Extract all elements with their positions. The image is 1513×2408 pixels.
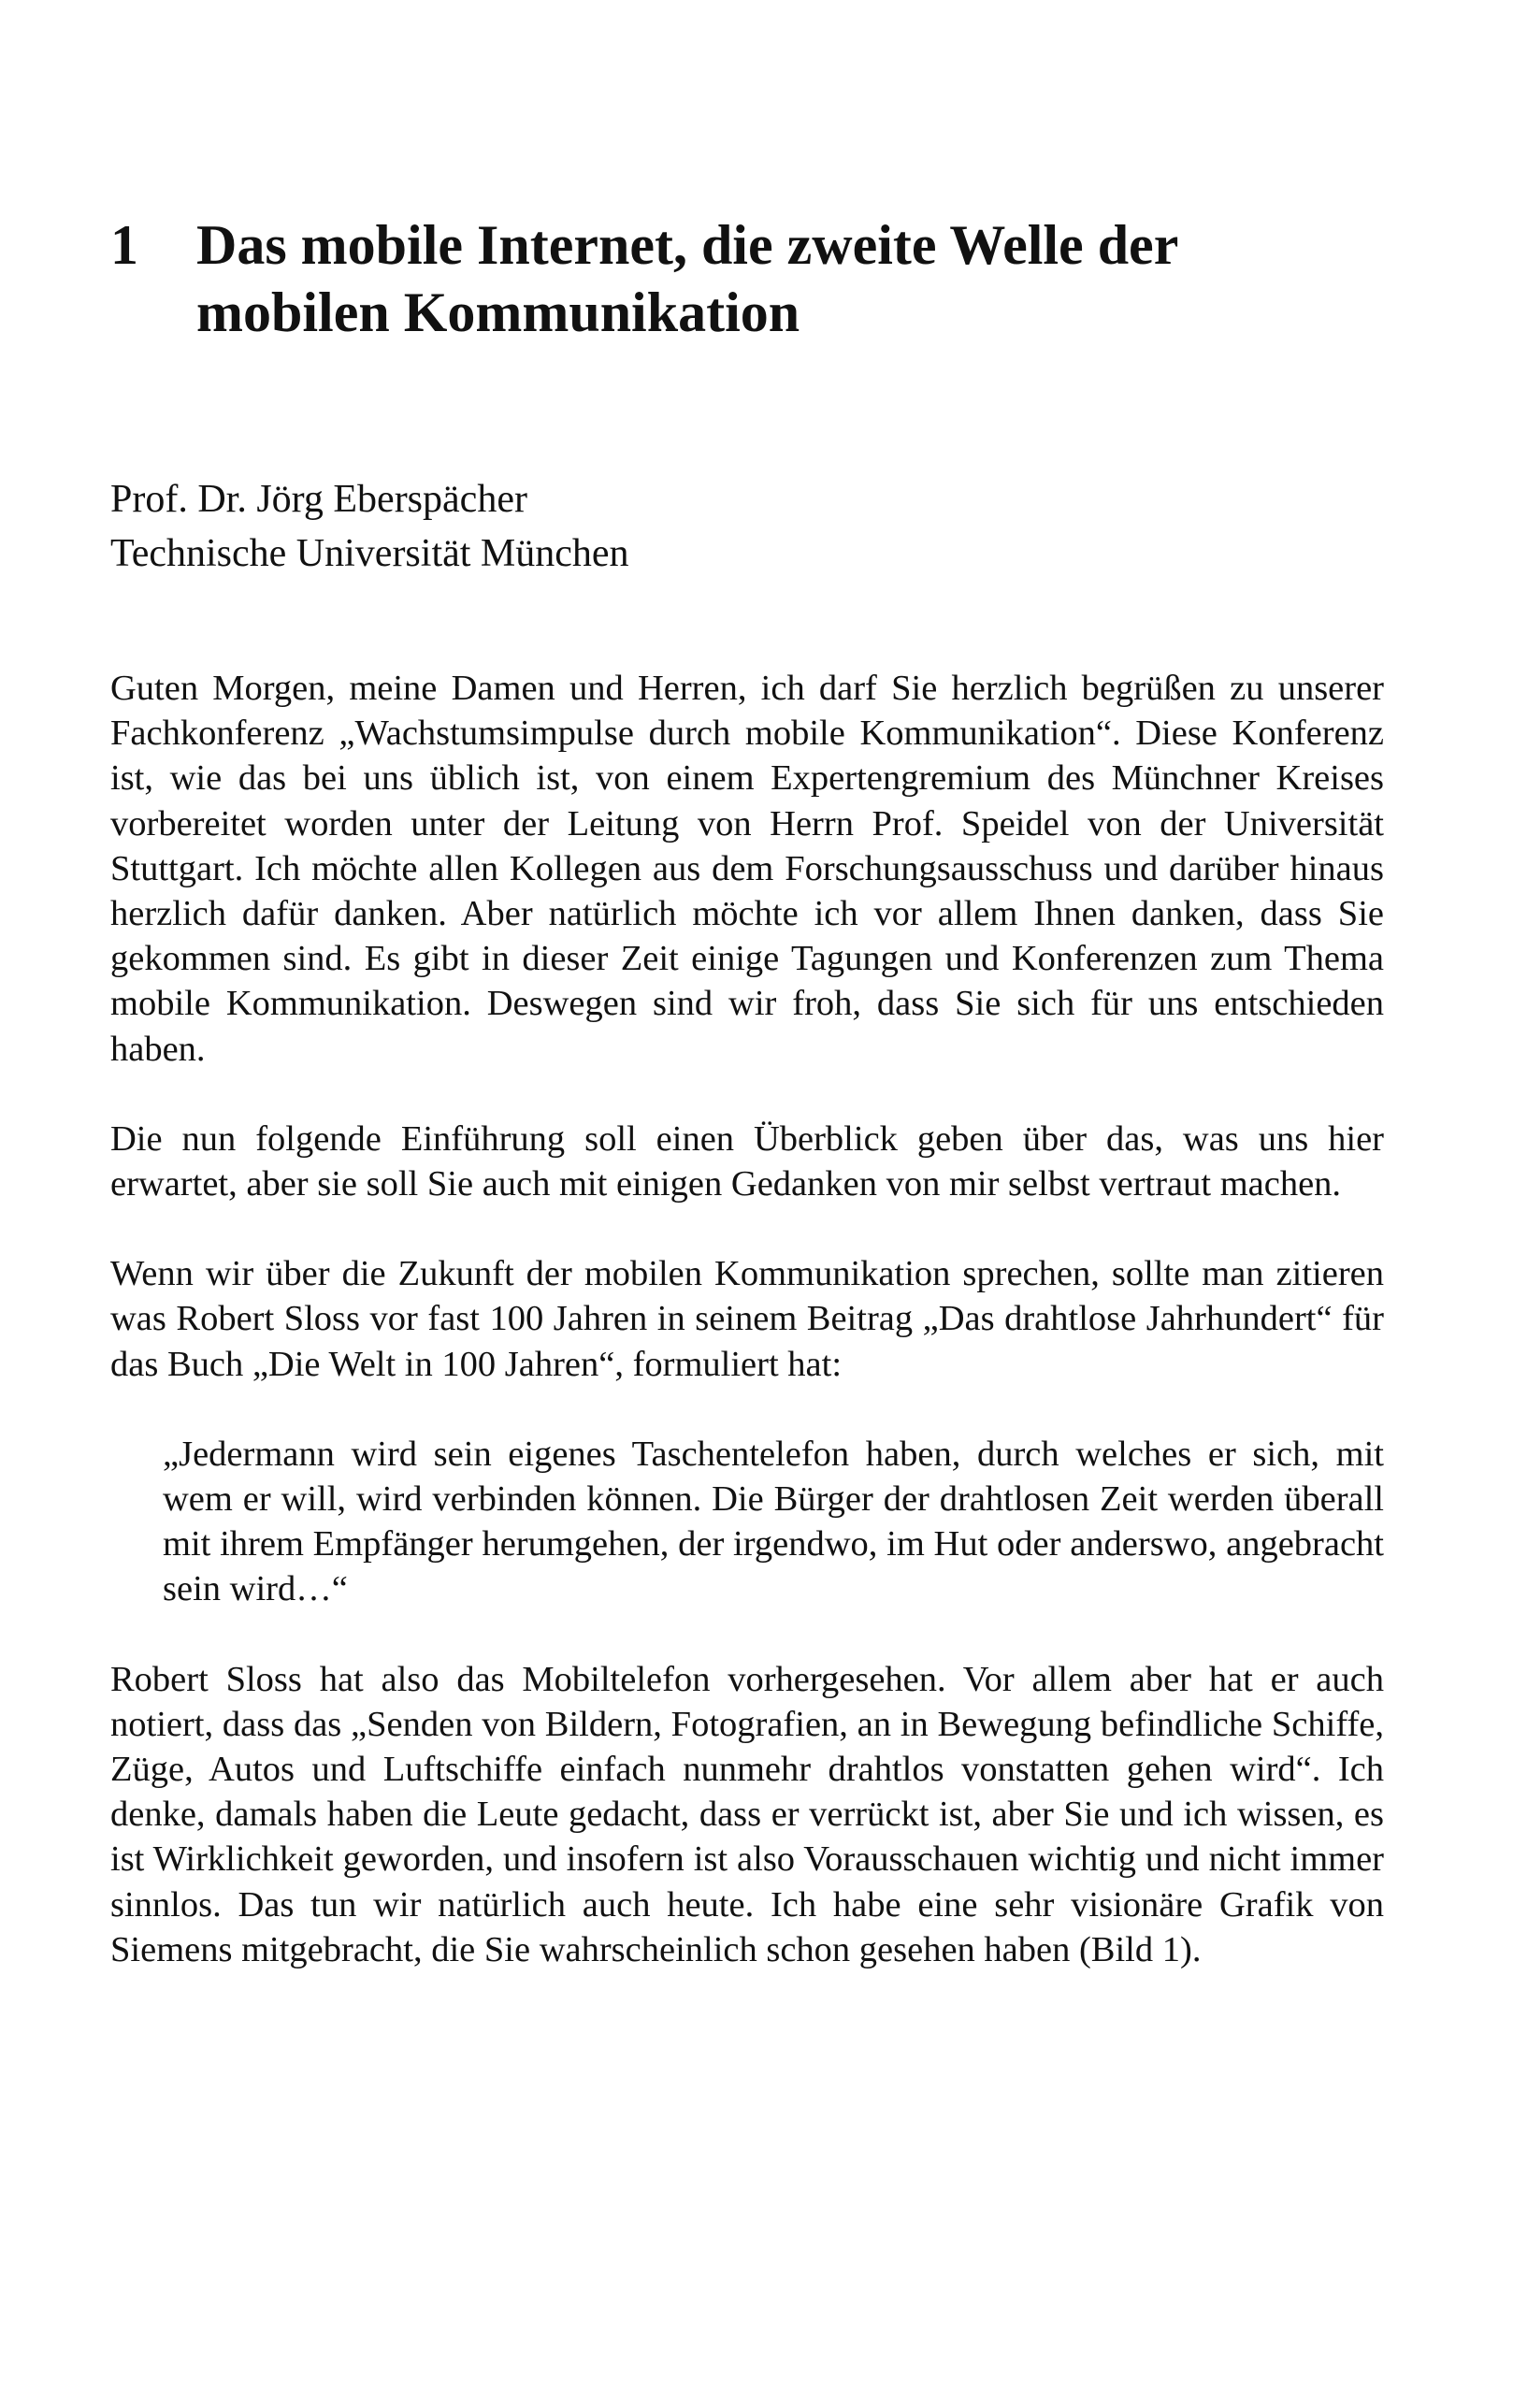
author-name: Prof. Dr. Jörg Eberspächer: [110, 478, 527, 521]
chapter-title: Das mobile Internet, die zweite Welle der mobilen Kommunikation: [196, 214, 1178, 343]
author-affiliation: Technische Universität München: [110, 532, 629, 575]
body-text: [110, 666, 1384, 2017]
paragraph-quote-lead: Wenn wir über die Zukunft der mobilen Kommunikation sprechen, sollte man zitieren was Robert Sloss vor fast 100 Jahren in seinem Beitrag „Das drahtlose Jahrhundert“ für das Buch „Die Welt in 100 Jahren“, formuliert hat:: [110, 1254, 1384, 1384]
paragraph-sloss-vision: Robert Sloss hat also das Mobiltelefon vorhergesehen. Vor allem aber hat er auch notiert, dass das „Senden von Bildern, Fotografien, an in Bewegung befindliche Schiffe, Züge, Autos und Luftschiffe einfach nunmehr drahtlos vonstatten gehen wird“. Ich denke, damals haben die Leute gedacht, dass er verrückt ist, aber Sie und ich wissen, es ist Wirklichkeit geworden, und insofern ist also Vorausschauen wichtig und nicht immer sinnlos. Das tun wir natürlich auch heute. Ich habe eine sehr visionäre Grafik von Siemens mitgebracht, die Sie wahrscheinlich schon gesehen haben (Bild 1).: [110, 1659, 1384, 1969]
blockquote-sloss: „Jedermann wird sein eigenes Taschentelefon haben, durch welches er sich, mit wem er will, wird verbinden können. Die Bürger der drahtlosen Zeit werden überall mit ihrem Empfänger herumgehen, der irgendwo, im Hut oder anderswo, angebracht sein wird…“: [163, 1434, 1384, 1609]
document-page: [110, 0, 1384, 2408]
paragraph-greeting: Guten Morgen, meine Damen und Herren, ich darf Sie herzlich begrüßen zu unserer Fachkonferenz „Wachstumsimpulse durch mobile Kommunikation“. Diese Konferenz ist, wie das bei uns üblich ist, von einem Expertengremium des Münchner Kreises vorbereitet worden unter der Leitung von Herrn Prof. Speidel von der Universität Stuttgart. Ich möchte allen Kollegen aus dem Forschungsausschuss und darüber hinaus herzlich dafür danken. Aber natürlich möchte ich vor allem Ihnen danken, dass Sie gekommen sind. Es gibt in dieser Zeit einige Tagungen und Konferenzen zum Thema mobile Kommunikation. Deswegen sind wir froh, dass Sie sich für uns entschieden haben.: [110, 669, 1384, 1069]
chapter-number: 1: [110, 214, 138, 276]
author-block: [110, 472, 1384, 581]
chapter-heading: [110, 211, 1384, 346]
paragraph-introduction: Die nun folgende Einführung soll einen Überblick geben über das, was uns hier erwartet, aber sie soll Sie auch mit einigen Gedanken von mir selbst vertraut machen.: [110, 1118, 1384, 1204]
